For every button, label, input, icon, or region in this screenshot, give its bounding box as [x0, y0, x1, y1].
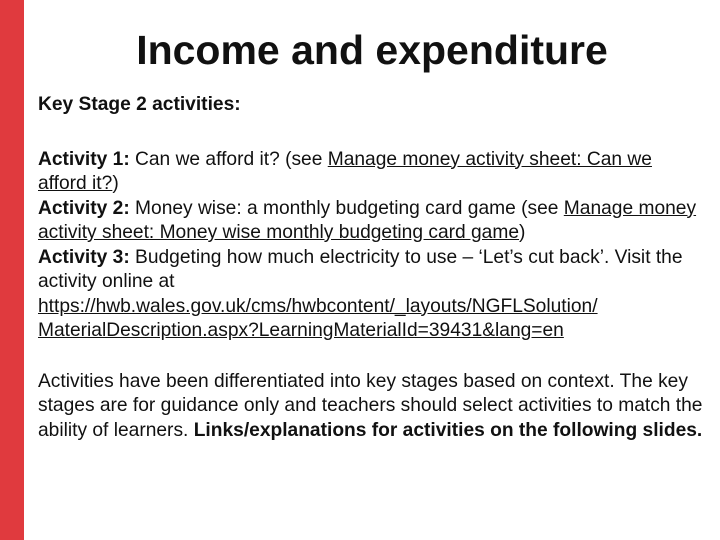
activity-3-text: Budgeting how much electricity to use – ‘Let’s cut back’. Visit the activity online at — [38, 246, 683, 292]
activity-2-close: ) — [519, 222, 526, 243]
activity-1-close: ) — [112, 173, 119, 194]
activity-3 — [38, 246, 704, 344]
activity-3-link-part2: MaterialDescription.aspx?LearningMaterialId=39431&lang=en — [38, 320, 564, 341]
activity-2-text: Money wise: a monthly budgeting card game (see — [129, 197, 564, 219]
activity-2-label: Activity 2: — [38, 197, 130, 219]
activity-2 — [38, 197, 704, 246]
activity-1-label: Activity 1: — [38, 148, 130, 170]
activity-3-link-part1: https://hwb.wales.gov.uk/cms/hwbcontent/_layouts/NGFLSolution/ — [38, 295, 598, 317]
section-heading: Key Stage 2 activities: — [38, 94, 241, 115]
guidance-note — [38, 370, 704, 444]
guidance-bold-text: Links/explanations for activities on the following slides. — [193, 419, 703, 441]
activity-1-text: Can we afford it? (see — [129, 148, 328, 170]
spacer — [38, 344, 704, 370]
slide-content — [38, 93, 704, 443]
guidance-text: Activities have been differentiated into key stages based on context. The key stages are for guidance only and teachers should select activities to match the ability of learners. — [38, 370, 703, 441]
activity-1-link[interactable]: Manage money activity sheet: Can we afford it? — [38, 148, 652, 194]
activity-1 — [38, 148, 704, 197]
slide-title: Income and expenditure — [136, 27, 608, 73]
activity-3-label: Activity 3: — [38, 246, 130, 268]
activity-3-link[interactable] — [38, 296, 598, 342]
activity-2-link[interactable]: Manage money activity sheet: Money wise monthly budgeting card game — [38, 197, 697, 243]
accent-side-bar — [0, 0, 24, 540]
